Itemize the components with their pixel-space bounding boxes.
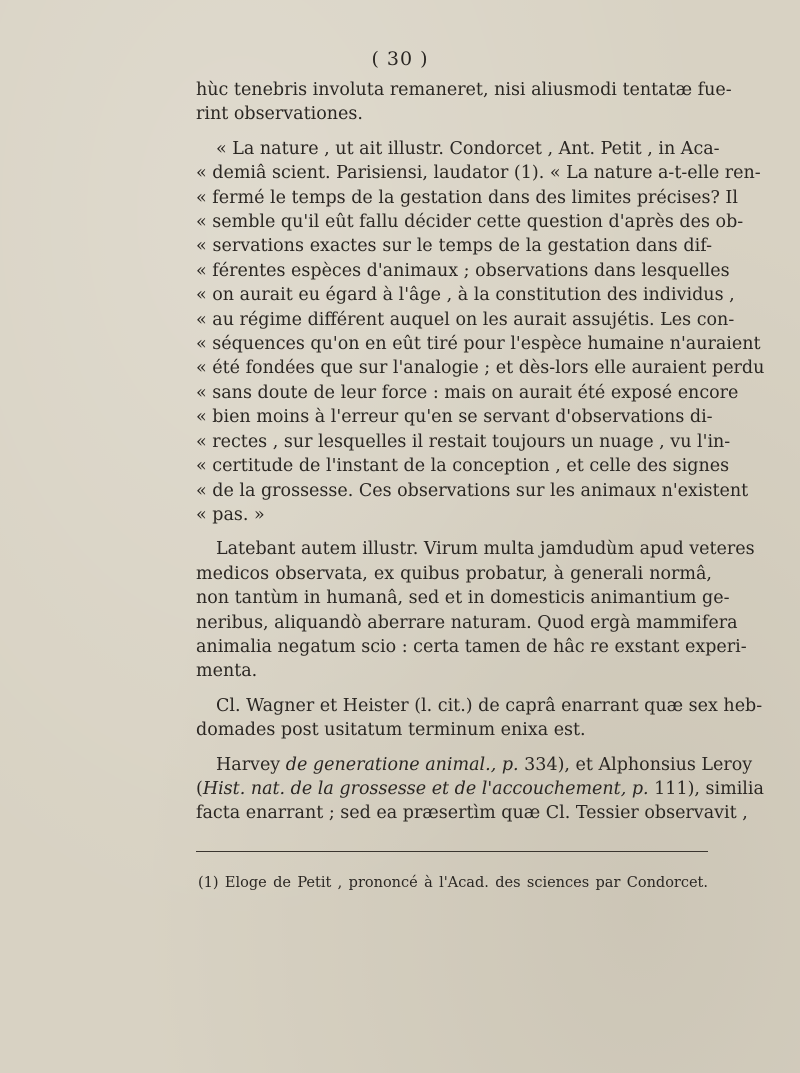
body-text — [196, 78, 765, 826]
page-number: ( 30 ) — [371, 48, 429, 70]
text-line: « semble qu'il eût fallu décider cette question d'après des ob- — [196, 212, 744, 233]
paragraph-gap — [196, 127, 712, 137]
text-line: menta. — [196, 661, 258, 682]
text-line: « certitude de l'instant de la conception , et celle des signes — [196, 456, 730, 477]
text-line: hùc tenebris involuta remaneret, nisi aliusmodi tentatæ fue- — [196, 80, 732, 100]
text-line: « servations exactes sur le temps de la gestation dans dif- — [196, 236, 712, 257]
text-line: neribus, aliquandò aberrare naturam. Quod ergà mammifera — [196, 612, 738, 633]
text-line: medicos observata, ex quibus probatur, à generali normâ, — [196, 563, 712, 584]
text-line: « bien moins à l'erreur qu'en se servant d'observations di- — [196, 407, 713, 428]
text-line: Latebant autem illustr. Virum multa jamdudùm apud veteres — [216, 539, 755, 560]
paragraph-gap — [196, 527, 712, 537]
text-line: « férentes espèces d'animaux ; observations dans lesquelles — [196, 260, 730, 281]
paragraph-gap — [196, 684, 712, 694]
footnote: (1) Eloge de Petit , prononcé à l'Acad. des sciences par Condorcet. — [198, 875, 708, 891]
paragraph-gap — [196, 743, 712, 753]
text-line: facta enarrant ; sed ea præsertìm quæ Cl. Tessier observavit , — [196, 803, 748, 824]
text-line: « sans doute de leur force : mais on aurait été exposé encore — [196, 382, 739, 403]
text-line: « La nature , ut ait illustr. Condorcet , Ant. Petit , in Aca- — [216, 138, 720, 159]
text-line: « demiâ scient. Parisiensi, laudator (1). « La nature a-t-elle ren- — [196, 163, 761, 184]
text-line: « fermé le temps de la gestation dans des limites précises? Il — [196, 187, 738, 208]
text-line: « été fondées que sur l'analogie ; et dès-lors elle auraient perdu — [196, 358, 765, 379]
text-line: animalia negatum scio : certa tamen de hâc re exstant experi- — [196, 636, 747, 657]
text-line: non tantùm in humanâ, sed et in domesticis animantium ge- — [196, 588, 730, 609]
text-line: « rectes , sur lesquelles il restait toujours un nuage , vu l'in- — [196, 431, 731, 452]
text-line: « on aurait eu égard à l'âge , à la constitution des individus , — [196, 285, 735, 306]
text-line: « pas. » — [196, 504, 265, 525]
text-line: « de la grossesse. Ces observations sur les animaux n'existent — [196, 480, 749, 501]
text-line: « séquences qu'on en eût tiré pour l'espèce humaine n'auraient — [196, 334, 761, 355]
text-line: rint observationes. — [196, 104, 363, 125]
text-line: Harvey de generatione animal., p. 334), et Alphonsius Leroy — [216, 754, 753, 775]
text-line: Cl. Wagner et Heister (l. cit.) de caprâ enarrant quæ sex heb- — [216, 695, 763, 716]
text-line: (Hist. nat. de la grossesse et de l'accouchement, p. 111), similia — [196, 778, 764, 799]
footnote-divider — [196, 851, 708, 852]
text-line: domades post usitatum terminum enixa est. — [196, 720, 586, 741]
text-line: « au régime différent auquel on les aurait assujétis. Les con- — [196, 309, 735, 330]
